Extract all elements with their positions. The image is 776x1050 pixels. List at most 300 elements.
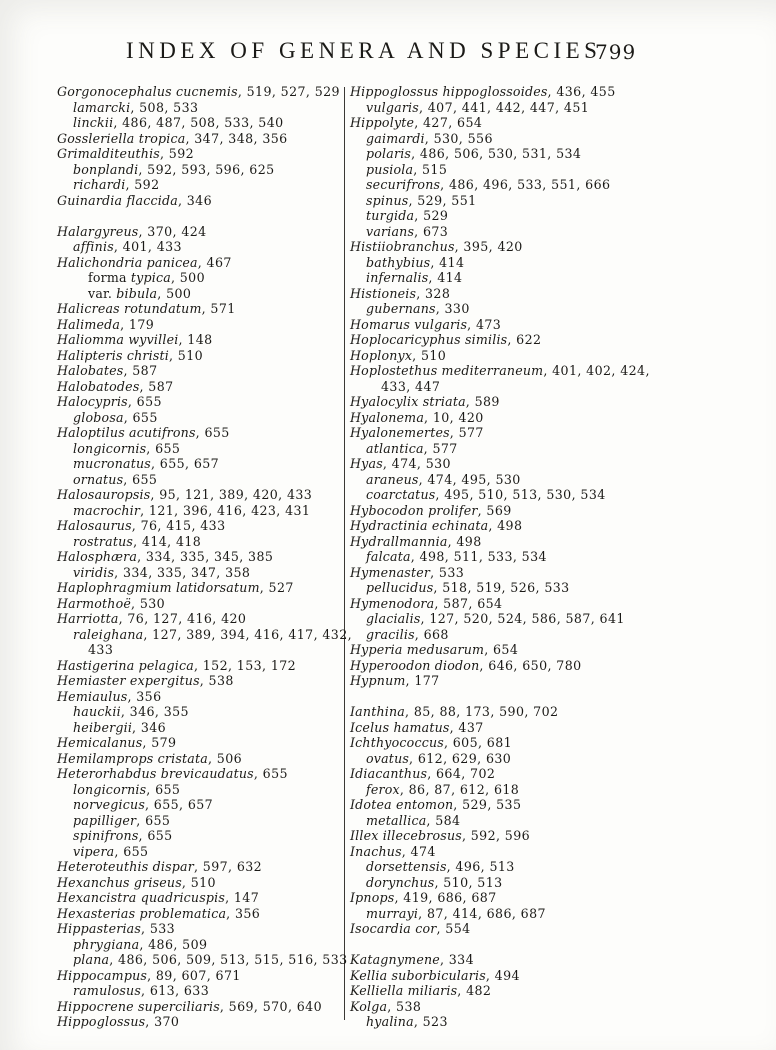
index-entry xyxy=(350,673,742,689)
page-refs: , 395, 420 xyxy=(454,239,523,254)
taxon-name: Hoplonyx xyxy=(350,347,413,363)
taxon-name: globosa xyxy=(73,409,124,425)
index-entry xyxy=(350,906,742,922)
taxon-name: Halargyreus xyxy=(57,223,139,239)
taxon-name: bibula xyxy=(116,285,158,301)
taxon-name: Hyalocylix striata xyxy=(350,394,466,409)
page-refs: , 655 xyxy=(138,828,173,843)
taxon-name: lamarcki xyxy=(73,99,131,115)
index-entry xyxy=(57,518,343,534)
taxon-name: Hymenodora xyxy=(350,595,435,611)
page-refs: , 127, 520, 524, 586, 587, 641 xyxy=(420,611,625,626)
taxon-name: gubernans xyxy=(366,301,436,316)
page-refs: , 347, 348, 356 xyxy=(185,130,288,146)
taxon-name: linckii xyxy=(73,115,114,130)
page-refs: , 538 xyxy=(199,673,234,688)
page-refs: , 592, 593, 596, 625 xyxy=(138,161,275,177)
taxon-name: Ipnops xyxy=(350,890,395,905)
index-entry xyxy=(57,720,343,736)
taxon-name: coarctatus xyxy=(366,487,436,502)
entry-gap xyxy=(350,689,742,705)
index-entry xyxy=(350,828,742,844)
taxon-name: Halichondria panicea xyxy=(57,254,198,270)
page-refs: , 533 xyxy=(430,564,465,580)
taxon-name: Hexasterias problematica xyxy=(57,905,227,921)
page-refs: , 86, 87, 612, 618 xyxy=(399,781,520,797)
taxon-name: Gossleriella tropica xyxy=(57,130,186,146)
page-refs: , 612, 629, 630 xyxy=(409,750,512,766)
taxon-name: Hymenaster xyxy=(350,564,431,580)
taxon-name: Kolga xyxy=(350,998,388,1014)
page-refs: , 597, 632 xyxy=(194,859,263,874)
index-entry xyxy=(57,549,343,565)
taxon-name: Histioneis xyxy=(350,285,417,301)
taxon-name: Heteroteuthis dispar xyxy=(57,859,194,874)
taxon-name: papilliger xyxy=(73,812,137,828)
index-entry xyxy=(57,580,343,596)
page-refs: , 569 xyxy=(477,502,512,518)
page-refs: , 605, 681 xyxy=(443,735,513,750)
taxon-name: Ianthina xyxy=(350,704,406,719)
page-refs: , 655 xyxy=(146,781,181,797)
taxon-name: vipera xyxy=(73,843,115,859)
taxon-name: Grimalditeuthis xyxy=(57,146,160,161)
index-entry xyxy=(57,394,343,410)
page-title: INDEX OF GENERA AND SPECIES xyxy=(126,38,602,63)
taxon-name: raleighana xyxy=(73,626,144,642)
page-refs: , 356 xyxy=(127,688,162,704)
page-refs: , 482 xyxy=(457,983,492,998)
taxon-name: Isocardia cor xyxy=(350,921,437,936)
page-refs: , 587 xyxy=(123,363,158,378)
taxon-name: metallica xyxy=(366,812,427,828)
index-entry xyxy=(57,363,343,379)
page-refs: , 510 xyxy=(181,874,216,890)
taxon-name: Haloptilus acutifrons xyxy=(57,425,196,440)
index-entry xyxy=(57,937,343,953)
page-refs: , 518, 519, 526, 533 xyxy=(433,580,570,595)
page-refs: , 673 xyxy=(414,223,449,239)
taxon-name: Hippasterias xyxy=(57,921,142,936)
index-entry xyxy=(350,658,742,674)
page-refs: , 655 xyxy=(146,440,181,456)
page-refs: , 592 xyxy=(125,177,160,192)
index-entry xyxy=(350,162,742,178)
taxon-name: bonplandi xyxy=(73,161,139,177)
page-refs: , 414 xyxy=(430,254,465,270)
index-entry xyxy=(350,131,742,147)
index-entry xyxy=(57,84,343,100)
taxon-name: Halocypris xyxy=(57,394,128,409)
index-entry xyxy=(57,146,343,162)
index-entry xyxy=(350,611,742,627)
index-entry xyxy=(57,193,343,209)
index-entry xyxy=(350,84,742,100)
index-entry xyxy=(350,921,742,937)
page-refs: , 334, 335, 345, 385 xyxy=(137,549,274,564)
page-refs: , 330 xyxy=(435,301,470,316)
page-refs: , 589 xyxy=(465,394,500,409)
taxon-name: varians xyxy=(366,223,415,239)
taxon-name: Halosaurus xyxy=(57,518,132,533)
page-refs: , 10, 420 xyxy=(424,409,484,425)
page-refs: , 427, 654 xyxy=(414,115,483,130)
index-entry xyxy=(350,642,742,658)
index-entry xyxy=(57,611,343,627)
page-refs: , 655 xyxy=(123,409,158,425)
page-refs: , 89, 607, 671 xyxy=(147,967,241,983)
index-entry xyxy=(350,890,742,906)
index-entry xyxy=(57,766,343,782)
index-entry xyxy=(350,301,742,317)
index-entry xyxy=(350,456,742,472)
index-entry xyxy=(57,441,343,457)
page-refs: , 414 xyxy=(428,270,463,285)
page-refs: , 474, 530 xyxy=(382,456,451,471)
taxon-name: pellucidus xyxy=(366,580,434,595)
index-entry xyxy=(350,735,742,751)
taxon-name: Idiacanthus xyxy=(350,766,428,781)
page-refs: , 579 xyxy=(142,735,177,750)
taxon-name: infernalis xyxy=(366,270,429,285)
page-refs: , 346 xyxy=(177,192,212,208)
taxon-name: Halosphæra xyxy=(57,549,138,564)
page-refs: , 76, 127, 416, 420 xyxy=(118,611,247,626)
index-entry xyxy=(350,534,742,550)
index-entry xyxy=(350,797,742,813)
taxon-name: Halimeda xyxy=(57,316,121,332)
index-entry xyxy=(57,689,343,705)
taxon-name: rostratus xyxy=(73,533,134,549)
entry-rank-prefix: var. xyxy=(88,285,117,301)
page-refs: , 486, 506, 530, 531, 534 xyxy=(411,146,582,161)
index-entry xyxy=(350,596,742,612)
taxon-name: Hyperoodon diodon xyxy=(350,657,480,673)
taxon-name: plana xyxy=(73,952,110,967)
taxon-name: pusiola xyxy=(366,161,414,177)
taxon-name: Halicreas rotundatum xyxy=(57,301,202,316)
index-entry xyxy=(350,441,742,457)
index-entry xyxy=(57,921,343,937)
page-refs: , 577 xyxy=(423,440,458,456)
page-refs: , 328 xyxy=(416,285,451,301)
index-entry xyxy=(350,549,742,565)
page-refs: , 506 xyxy=(207,750,243,766)
index-entry xyxy=(350,472,742,488)
index-entry xyxy=(57,472,343,488)
page-refs: , 473 xyxy=(467,316,502,332)
index-entry xyxy=(57,952,348,968)
page-refs: , 571 xyxy=(201,301,236,316)
index-entry xyxy=(57,565,343,581)
taxon-name: macrochir xyxy=(73,502,141,518)
index-entry xyxy=(57,162,343,178)
page-refs: , 569, 570, 640 xyxy=(219,998,323,1014)
page-refs: 433, 447 xyxy=(381,378,441,394)
index-entry xyxy=(57,906,343,922)
taxon-name: Hoplostethus mediterraneum xyxy=(350,363,544,378)
index-entry xyxy=(350,487,742,503)
taxon-name: Hyperia medusarum xyxy=(350,642,485,657)
page-refs: , 437 xyxy=(449,719,484,735)
taxon-name: Hydrallmannia xyxy=(350,533,448,549)
page-refs: , 613, 633 xyxy=(141,983,210,998)
index-entry xyxy=(350,720,742,736)
taxon-name: glacialis xyxy=(366,611,421,626)
index-column-left xyxy=(57,84,353,1030)
taxon-name: mucronatus xyxy=(73,456,151,471)
page-refs: , 474, 495, 530 xyxy=(418,471,521,487)
index-entry xyxy=(350,224,742,240)
index-entry xyxy=(350,146,742,162)
index-entry xyxy=(350,410,742,426)
index-entry xyxy=(350,286,742,302)
taxon-name: dorsettensis xyxy=(366,859,447,874)
index-entry xyxy=(57,751,343,767)
taxon-name: Hyas xyxy=(350,456,383,471)
index-entry xyxy=(57,642,343,658)
taxon-name: Hypnum xyxy=(350,673,406,688)
taxon-name: Hemilamprops cristata xyxy=(57,750,208,766)
page-refs: , 587 xyxy=(139,378,174,394)
taxon-name: Harriotta xyxy=(57,611,119,626)
index-entry xyxy=(350,208,742,224)
taxon-name: ramulosus xyxy=(73,983,142,998)
index-entry xyxy=(350,782,742,798)
page-refs: , 346, 355 xyxy=(120,704,189,719)
page-refs: , 592, 596 xyxy=(461,828,531,843)
page-refs: , 664, 702 xyxy=(427,766,496,781)
taxon-name: securifrons xyxy=(366,177,441,192)
taxon-name: vulgaris xyxy=(366,99,419,115)
page-refs: , 622 xyxy=(507,332,542,347)
index-entry xyxy=(57,828,343,844)
page-refs: , 486, 496, 533, 551, 666 xyxy=(440,177,611,192)
page-refs: , 85, 88, 173, 590, 702 xyxy=(405,704,559,719)
index-entry xyxy=(350,751,742,767)
page-refs: , 401, 433 xyxy=(113,239,182,254)
taxon-name: Hoplocaricyphus similis xyxy=(350,332,508,347)
index-entry xyxy=(57,797,343,813)
page-refs: , 530 xyxy=(131,595,166,611)
page-refs: , 668 xyxy=(414,626,449,642)
index-entry xyxy=(57,100,343,116)
index-entry xyxy=(57,270,343,286)
page-refs: , 407, 441, 442, 447, 451 xyxy=(418,99,590,115)
page-number: 799 xyxy=(595,40,637,64)
index-entry xyxy=(350,379,742,395)
taxon-name: Guinardia flaccida xyxy=(57,192,178,208)
taxon-name: Hippolyte xyxy=(350,115,415,130)
index-entry xyxy=(350,100,742,116)
page-refs: , 498 xyxy=(447,533,482,549)
index-entry xyxy=(350,844,742,860)
taxon-name: Inachus xyxy=(350,843,402,859)
index-entry xyxy=(57,332,343,348)
taxon-name: Kelliella miliaris xyxy=(350,983,458,998)
taxon-name: phrygiana xyxy=(73,936,140,952)
taxon-name: dorynchus xyxy=(366,874,435,890)
taxon-name: hyalina xyxy=(366,1014,414,1029)
taxon-name: spinus xyxy=(366,192,409,208)
index-entry xyxy=(57,596,343,612)
index-entry xyxy=(350,766,742,782)
taxon-name: Icelus hamatus xyxy=(350,719,450,735)
taxon-name: Hippoglossus xyxy=(57,1014,146,1029)
index-entry xyxy=(57,177,343,193)
taxon-name: araneus xyxy=(366,471,419,487)
page-refs: , 655 xyxy=(114,843,149,859)
index-entry xyxy=(57,999,343,1015)
index-entry xyxy=(350,518,742,534)
page-refs: , 646, 650, 780 xyxy=(479,657,582,673)
index-entry xyxy=(57,379,343,395)
page-refs: , 655, 657 xyxy=(150,456,220,471)
index-entry xyxy=(57,286,343,302)
page-refs: , 76, 415, 433 xyxy=(131,518,226,533)
index-entry xyxy=(350,580,742,596)
page-refs: , 147 xyxy=(225,890,260,905)
page-refs: , 655 xyxy=(123,471,158,487)
taxon-name: Hemiaster expergitus xyxy=(57,673,200,688)
page-header xyxy=(0,38,776,68)
taxon-name: Histiiobranchus xyxy=(350,239,455,254)
page-refs: , 401, 402, 424, xyxy=(543,363,650,378)
taxon-name: Hippoglossus hippoglossoides xyxy=(350,84,548,99)
taxon-name: longicornis xyxy=(73,781,147,797)
taxon-name: polaris xyxy=(366,146,412,161)
taxon-name: Idotea entomon xyxy=(350,797,454,812)
taxon-name: Halosauropsis xyxy=(57,487,151,502)
index-entry xyxy=(57,626,353,643)
index-entry xyxy=(350,193,742,209)
page-refs: , 529 xyxy=(414,208,449,223)
taxon-name: ferox xyxy=(366,781,400,797)
taxon-name: Ichthyococcus xyxy=(350,735,444,750)
page-refs: , 148 xyxy=(178,332,213,347)
index-entry xyxy=(57,875,343,891)
taxon-name: affinis xyxy=(73,239,114,254)
taxon-name: Hippocrene superciliaris xyxy=(57,998,220,1014)
page-refs: , 152, 153, 172 xyxy=(193,657,297,673)
index-entry xyxy=(57,704,343,720)
page-refs: , 486, 487, 508, 533, 540 xyxy=(113,115,284,130)
taxon-name: Hyalonemertes xyxy=(350,425,450,440)
taxon-name: longicornis xyxy=(73,440,147,456)
index-entry xyxy=(350,952,742,968)
index-entry xyxy=(350,239,742,255)
index-entry xyxy=(350,425,742,441)
page-refs: , 179 xyxy=(120,316,155,332)
page-refs: , 334 xyxy=(439,952,474,967)
page-refs: , 486, 509 xyxy=(139,936,208,952)
page-refs: , 533 xyxy=(141,921,176,936)
taxon-name: falcata xyxy=(366,549,411,564)
index-entry xyxy=(350,394,742,410)
taxon-name: spinifrons xyxy=(73,828,139,843)
index-entry xyxy=(57,968,343,984)
page-refs: , 508, 533 xyxy=(130,99,199,115)
index-column-right xyxy=(350,84,742,1030)
index-entry xyxy=(57,813,343,829)
page-refs: , 370 xyxy=(145,1014,180,1029)
taxon-name: Hastigerina pelagica xyxy=(57,657,194,673)
taxon-name: Hybocodon prolifer xyxy=(350,502,478,518)
index-entry xyxy=(57,410,343,426)
page-refs: , 498, 511, 533, 534 xyxy=(410,549,547,564)
page-refs: , 498 xyxy=(488,518,523,533)
taxon-name: norvegicus xyxy=(73,797,145,812)
page-refs: , 584 xyxy=(426,812,461,828)
index-entry xyxy=(350,348,742,364)
taxon-name: Halipteris christi xyxy=(57,347,169,363)
page-refs: , 655, 657 xyxy=(145,797,214,812)
index-entry xyxy=(350,1014,742,1030)
page-refs: , 495, 510, 513, 530, 534 xyxy=(435,487,606,502)
taxon-name: Hemiaulus xyxy=(57,688,128,704)
taxon-name: Heterorhabdus brevicaudatus xyxy=(57,766,254,781)
index-entry xyxy=(57,735,343,751)
taxon-name: atlantica xyxy=(366,440,424,456)
page-refs: , 127, 389, 394, 416, 417, 432, xyxy=(143,626,353,642)
page-refs: , 177 xyxy=(405,673,440,688)
taxon-name: viridis xyxy=(73,564,115,580)
taxon-name: Hemicalanus xyxy=(57,735,143,750)
page-refs: , 346 xyxy=(132,719,167,735)
index-entry xyxy=(350,255,742,271)
index-entry xyxy=(350,363,742,379)
index-entry xyxy=(350,859,742,875)
index-entry xyxy=(350,704,742,720)
taxon-name: bathybius xyxy=(366,254,431,270)
page-refs: , 538 xyxy=(387,998,422,1014)
taxon-name: murrayi xyxy=(366,905,419,921)
index-entry xyxy=(350,565,742,581)
index-entry xyxy=(57,456,343,472)
page-refs: , 121, 396, 416, 423, 431 xyxy=(140,502,311,518)
page-refs: , 655 xyxy=(127,394,162,409)
page-refs: , 510 xyxy=(169,347,204,363)
index-entry xyxy=(350,813,742,829)
page-refs: , 577 xyxy=(449,425,484,440)
index-entry xyxy=(57,131,343,147)
index-entry xyxy=(350,999,742,1015)
taxon-name: Haliomma wyvillei xyxy=(57,332,179,347)
page-refs: , 527 xyxy=(259,580,294,595)
index-entry xyxy=(57,983,343,999)
taxon-name: Hexanchus griseus xyxy=(57,874,182,890)
index-entry xyxy=(57,348,343,364)
page-refs: , 655 xyxy=(136,812,171,828)
page-refs: , 467 xyxy=(197,254,232,270)
page-refs: , 500 xyxy=(170,270,205,285)
index-entry xyxy=(57,115,343,131)
page-refs: , 529, 535 xyxy=(453,797,522,812)
taxon-name: heibergii xyxy=(73,719,133,735)
index-entry xyxy=(57,658,343,674)
index-entry xyxy=(350,627,742,643)
page-refs: , 95, 121, 389, 420, 433 xyxy=(150,487,313,502)
index-entry xyxy=(57,317,343,333)
taxon-name: Kellia suborbicularis xyxy=(350,967,486,983)
taxon-name: typica xyxy=(130,270,171,285)
page-refs: , 587, 654 xyxy=(434,595,503,611)
page-refs: , 510, 513 xyxy=(434,874,503,890)
index-entry xyxy=(350,968,742,984)
page-refs: , 500 xyxy=(157,285,192,301)
index-entry xyxy=(350,270,742,286)
taxon-name: Halobates xyxy=(57,363,124,378)
